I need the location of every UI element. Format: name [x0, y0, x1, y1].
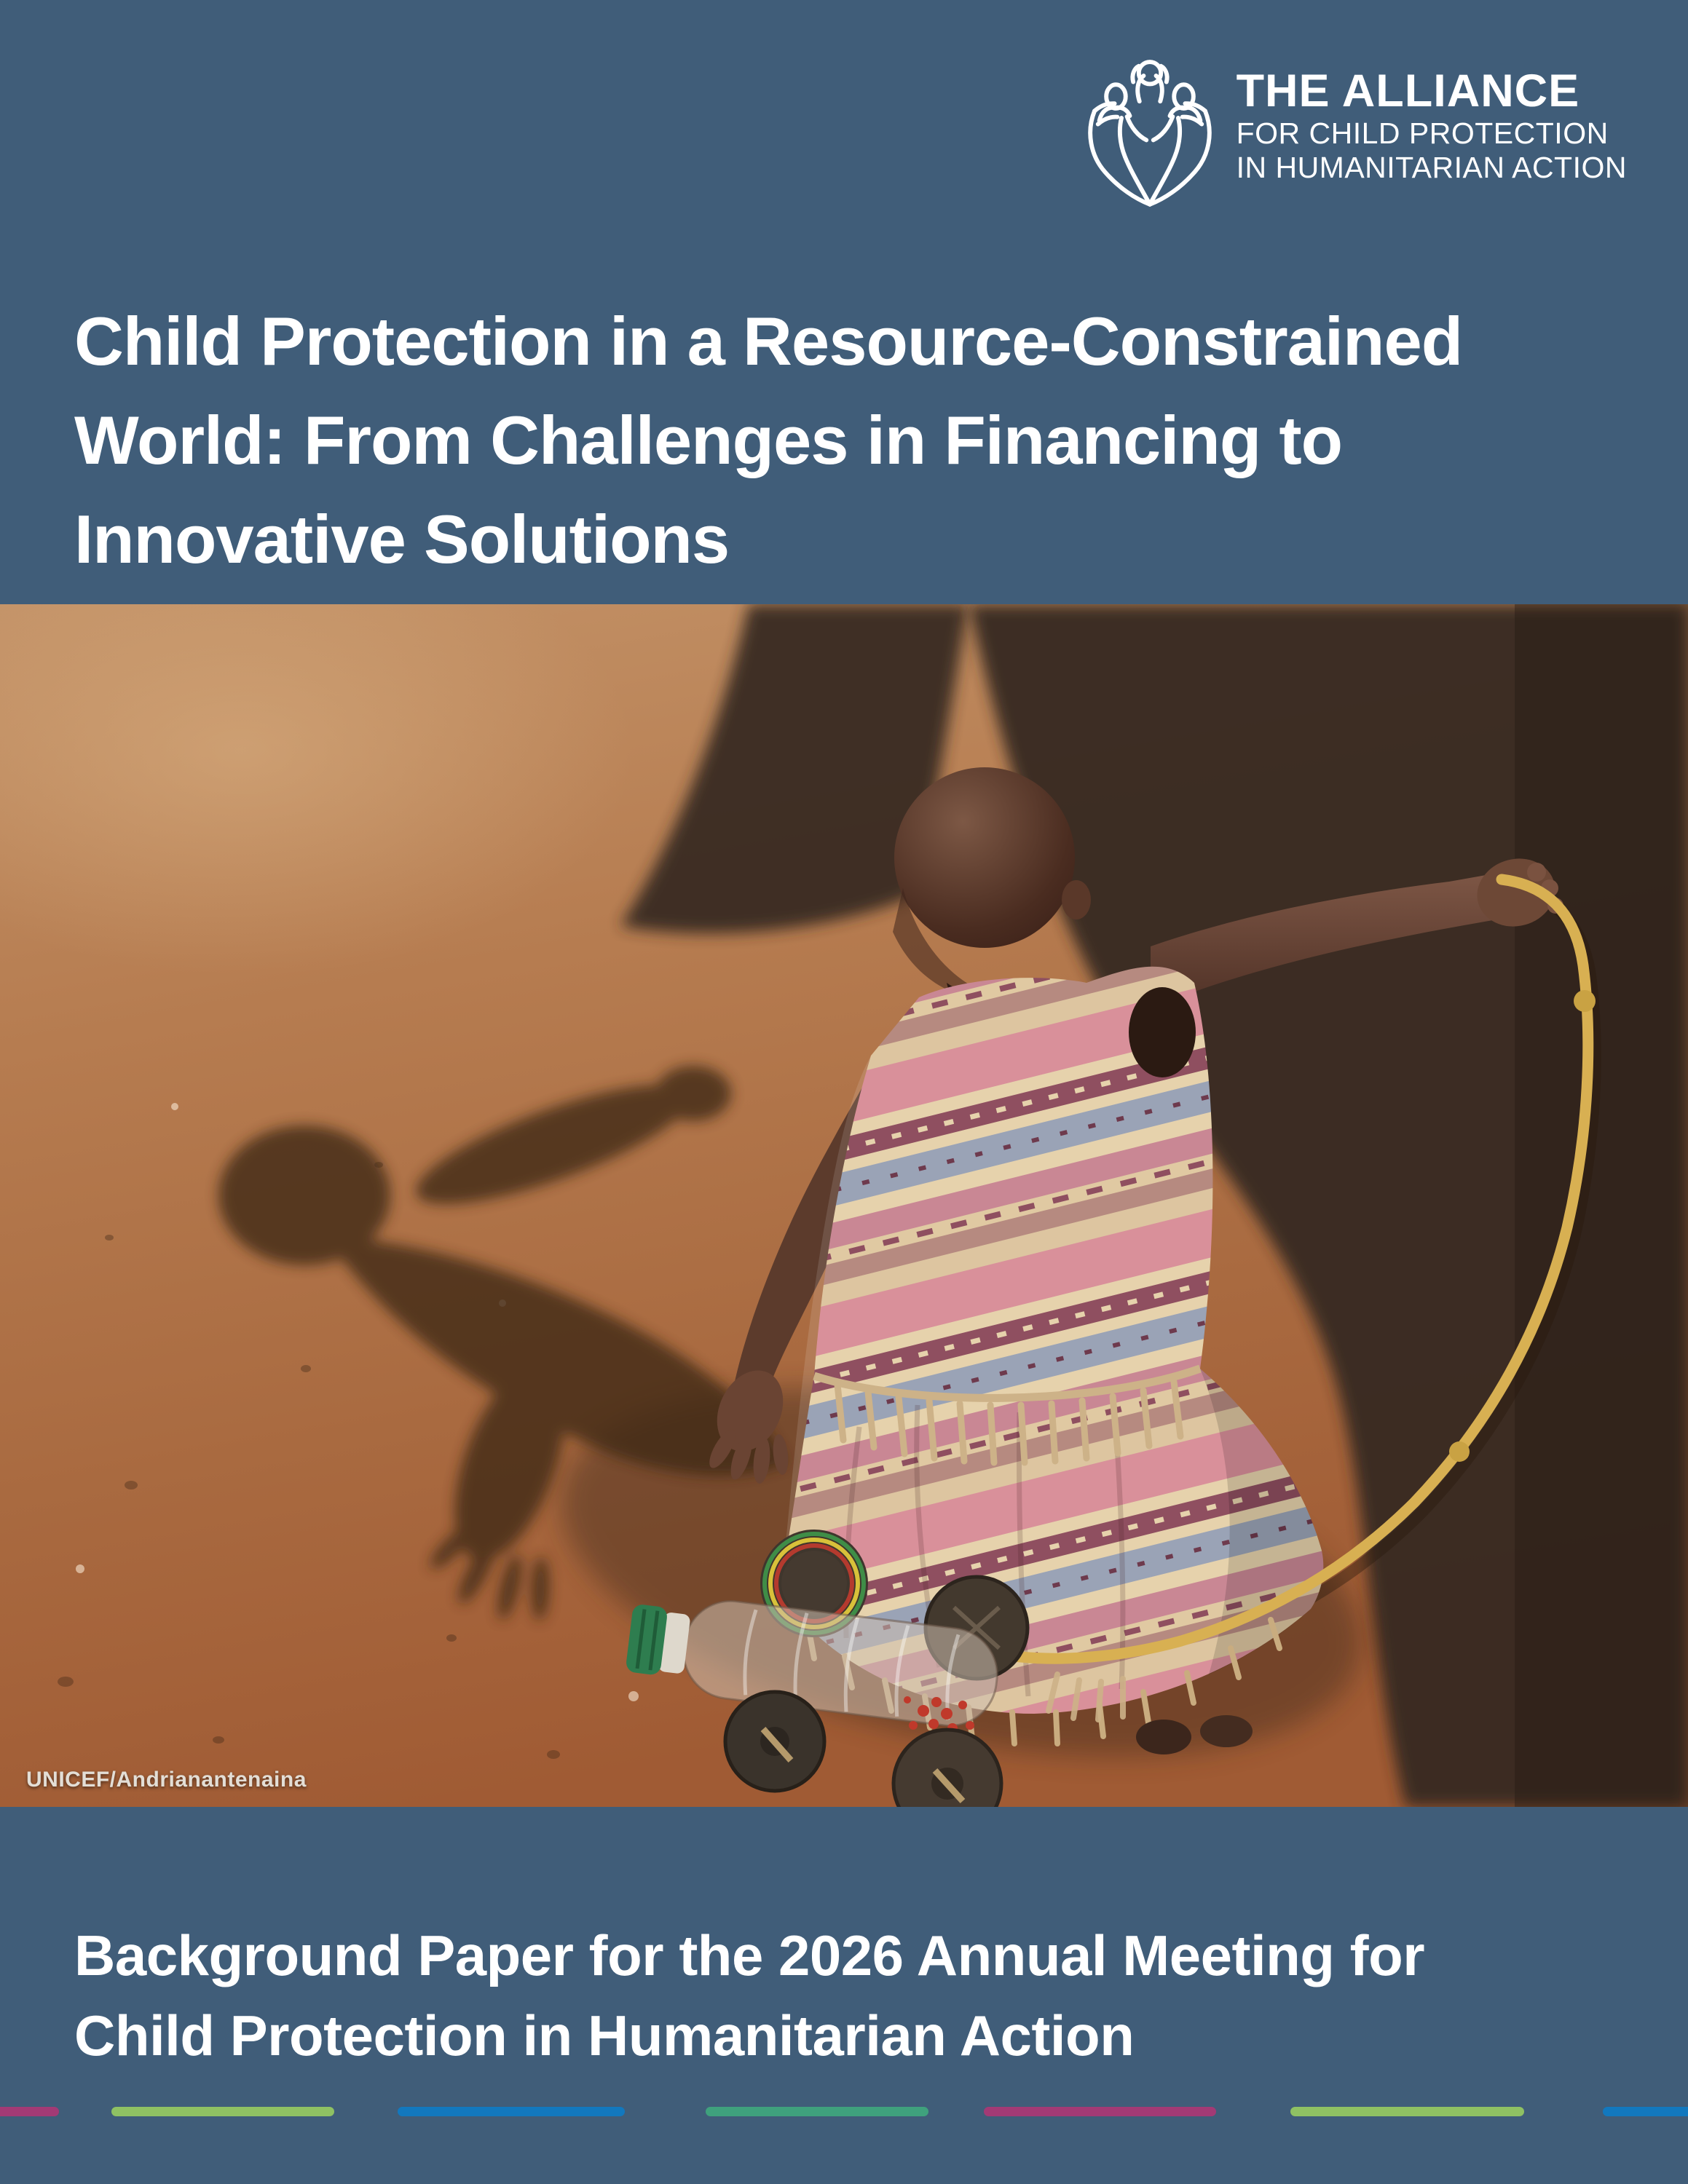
divider-dash — [984, 2107, 1216, 2116]
divider-dash — [1290, 2107, 1524, 2116]
toy-front-wheel-left — [725, 1692, 824, 1791]
report-subtitle — [74, 1915, 1567, 2076]
report-subtitle-line-2: Child Protection in Humanitarian Action — [74, 2003, 1135, 2068]
divider-dash — [398, 2107, 625, 2116]
photo-credit: UNICEF/Andrianantenaina — [26, 1768, 307, 1792]
cover-photo — [0, 604, 1688, 1807]
report-subtitle-line-1: Background Paper for the 2026 Annual Meeting for — [74, 1923, 1425, 1987]
divider-dash — [706, 2107, 928, 2116]
report-title — [74, 292, 1633, 589]
divider-dash — [0, 2107, 59, 2116]
divider-dash — [111, 2107, 334, 2116]
divider-dash — [1603, 2107, 1688, 2116]
alliance-logo-tagline-1: FOR CHILD PROTECTION — [1236, 116, 1609, 150]
report-title-line-3: Innovative Solutions — [74, 500, 730, 577]
cover-photo-image — [0, 604, 1688, 1807]
alliance-logo — [1081, 54, 1627, 210]
divider-dashes — [0, 2107, 1688, 2117]
alliance-logo-tagline-2: IN HUMANITARIAN ACTION — [1236, 151, 1627, 184]
alliance-logo-text — [1237, 66, 1627, 185]
report-title-line-1: Child Protection in a Resource-Constrained — [74, 302, 1463, 379]
hands-cradling-figures-icon — [1081, 54, 1219, 210]
report-title-line-2: World: From Challenges in Financing to — [74, 401, 1343, 478]
alliance-logo-name: THE ALLIANCE — [1236, 66, 1580, 116]
